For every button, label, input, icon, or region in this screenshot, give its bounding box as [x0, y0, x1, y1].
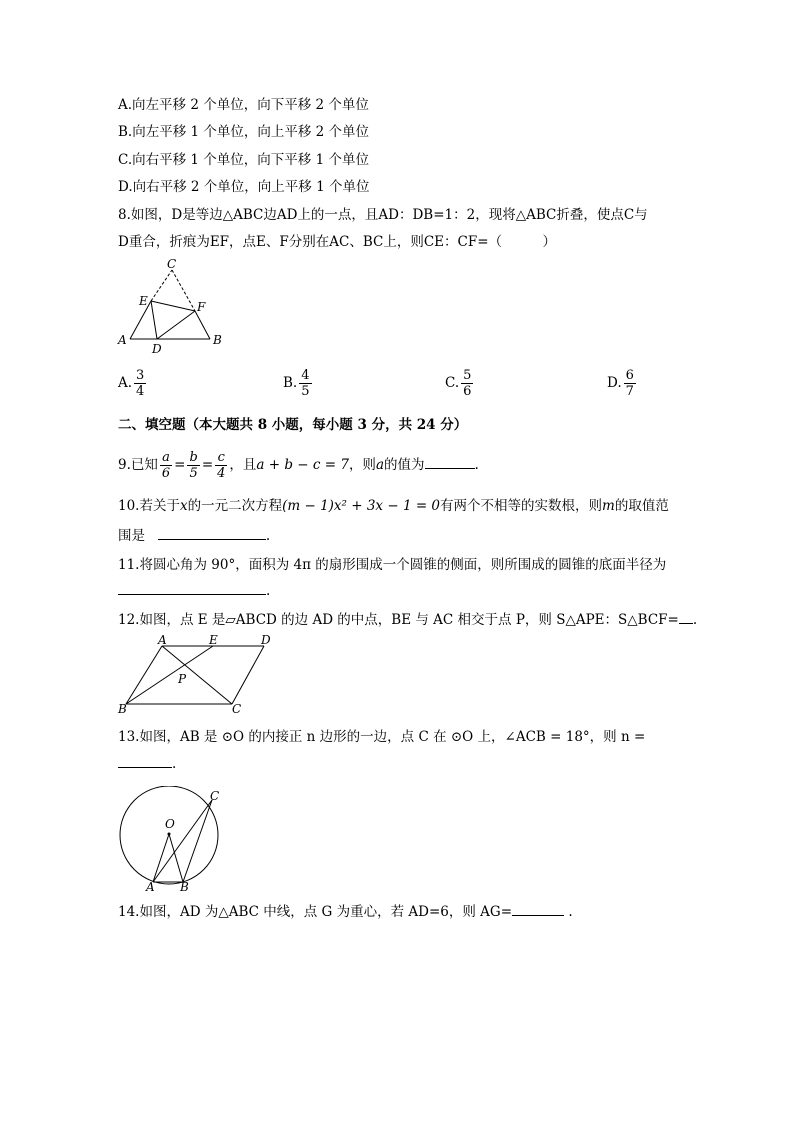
q13-label-o: O [165, 817, 175, 831]
q11-answer-line: . [118, 582, 270, 600]
q10-answer-blank[interactable] [158, 539, 266, 540]
q12-answer-blank[interactable] [679, 623, 693, 624]
q12-stem: 12.如图，点 E 是▱ABCD 的边 AD 的中点，BE 与 AC 相交于点 P，则 S△APE：S△BCF= . [118, 612, 698, 628]
q8-option-d: D. $\frac{6}{7}$ [607, 368, 634, 399]
q8-label-a: A [118, 333, 127, 347]
q12-label-e: E [209, 634, 218, 647]
q8-triangle-figure [112, 254, 232, 358]
q13-answer-blank[interactable] [118, 767, 172, 768]
q8-label-b: B [213, 333, 222, 347]
q12-label-b: B [118, 702, 127, 716]
q7-option-d: D.向右平移 2 个单位，向上平移 1 个单位 [118, 179, 370, 195]
q9-stem: 9.已知 $\frac{a}{6}$ = $\frac{b}{5}$ = $\frac{c}{4}$ ，且a + b − c = 7，则a的值为 . [118, 450, 479, 481]
q13-label-a: A [146, 880, 155, 894]
q8-option-a: A. $\frac{3}{4}$ [118, 368, 145, 399]
q13-label-b: B [180, 880, 189, 894]
q14-answer-blank[interactable] [512, 915, 564, 916]
q11-stem: 11.将圆心角为 90°，面积为 4π 的扇形围成一个圆锥的侧面，则所围成的圆锥的底面半径为 [118, 557, 667, 573]
q10-stem-line2: 围是 . [118, 528, 271, 544]
q13-label-c: C [210, 789, 220, 803]
q12-label-p: P [178, 672, 187, 686]
q8-label-f: F [197, 300, 206, 314]
q14-stem: 14.如图，AD 为△ABC 中线，点 G 为重心，若 AD=6，则 AG= . [118, 904, 573, 920]
q9-answer-blank[interactable] [425, 468, 475, 469]
q10-stem: 10.若关于x的一元二次方程(m − 1)x² + 3x − 1 = 0有两个不相等的实数根，则m的取值范 [118, 498, 669, 514]
q8-stem-line1: 8.如图，D是等边△ABC边AD上的一点，且AD：DB=1：2，现将△ABC折叠，使点C与 [118, 207, 648, 223]
q7-option-b: B.向左平移 1 个单位，向上平移 2 个单位 [118, 124, 370, 140]
q12-label-c: C [232, 702, 242, 716]
q13-answer-line: . [118, 755, 176, 773]
q12-label-a: A [158, 634, 167, 647]
q12-label-d: D [261, 634, 271, 647]
q13-circle-figure [112, 786, 232, 894]
q7-option-a: A.向左平移 2 个单位，向下平移 2 个单位 [118, 97, 369, 113]
q12-parallelogram-figure [114, 634, 284, 718]
q13-stem: 13.如图，AB 是 ⊙O 的内接正 n 边形的一边，点 C 在 ⊙O 上，∠ACB = 18°，则 n = [118, 729, 646, 745]
q8-label-e: E [139, 294, 148, 308]
q8-label-c: C [167, 257, 177, 271]
q8-stem-line2: D重合，折痕为EF，点E、F分别在AC、BC上，则CE：CF=（ ） [118, 234, 557, 250]
q8-option-b: B. $\frac{4}{5}$ [283, 368, 310, 399]
q7-option-c: C.向右平移 1 个单位，向下平移 1 个单位 [118, 152, 369, 168]
q8-option-c: C. $\frac{5}{6}$ [445, 368, 472, 399]
q8-label-d: D [152, 342, 162, 356]
q11-answer-blank[interactable] [118, 594, 266, 595]
section-heading: 二、填空题（本大题共 8 小题，每小题 3 分，共 24 分） [118, 417, 468, 433]
